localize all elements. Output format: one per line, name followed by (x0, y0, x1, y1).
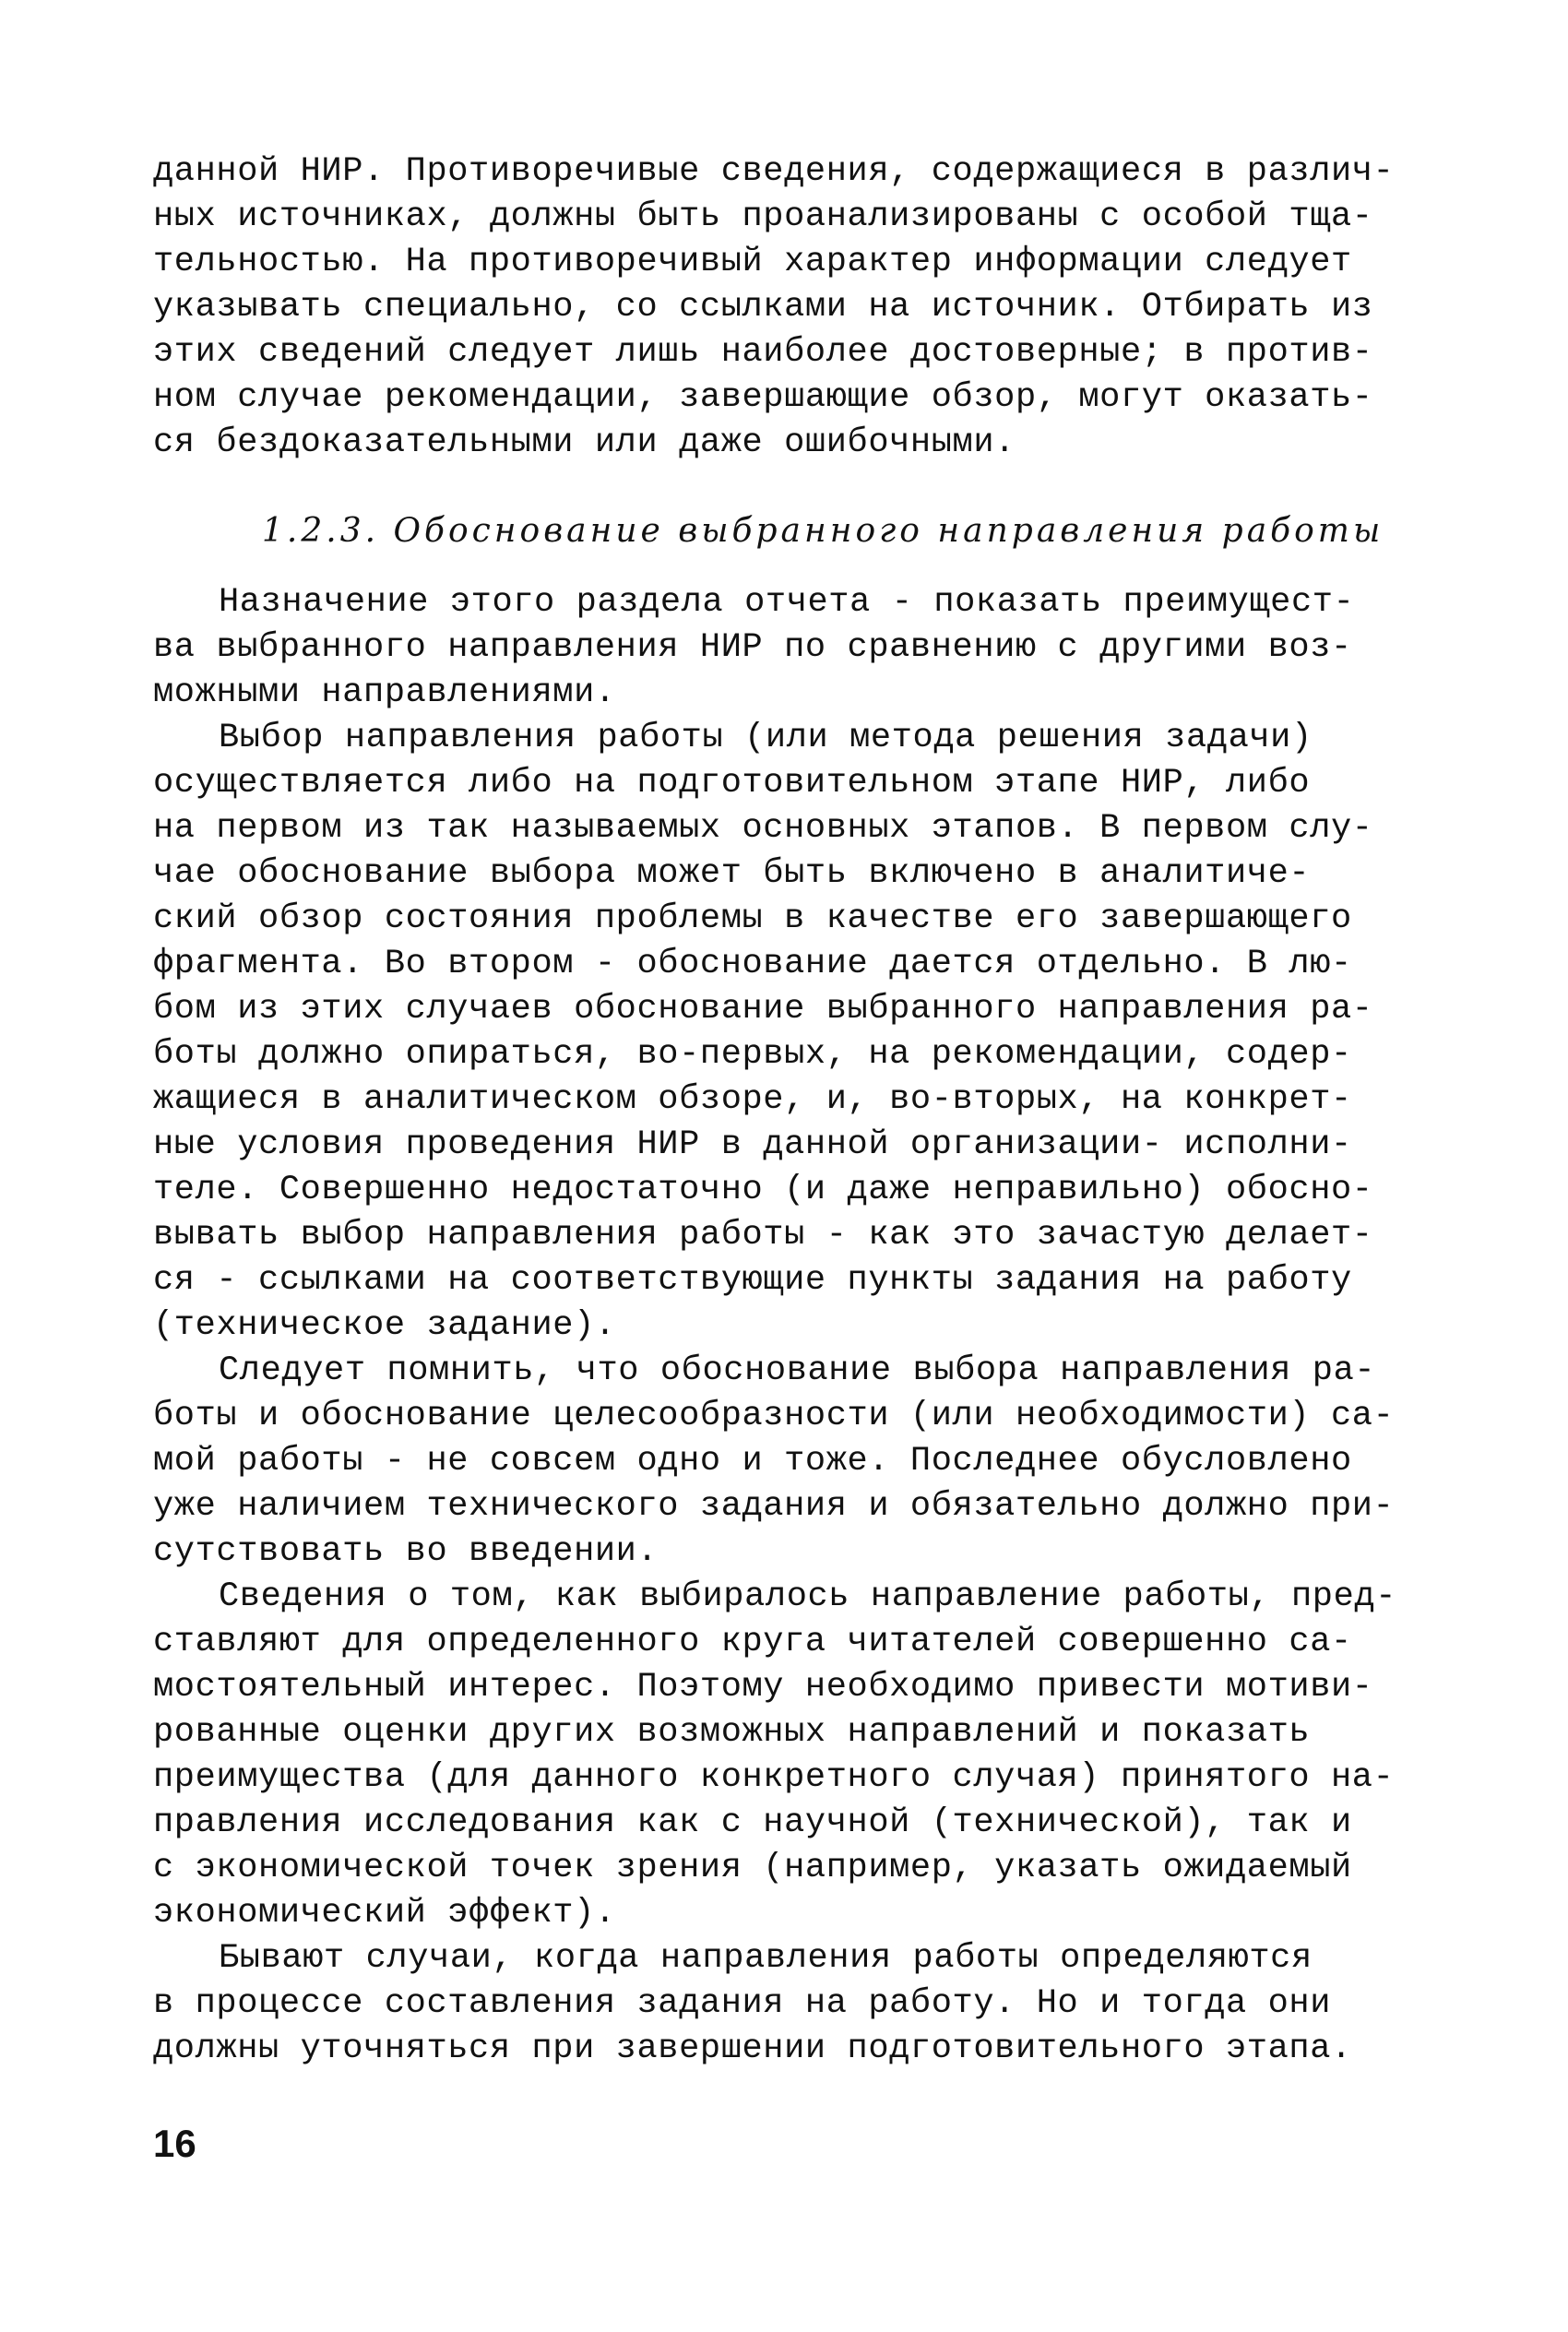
text-line: ном случае рекомендации, завершающие обзор, могут оказать- (153, 378, 1373, 417)
text-line: чае обоснование выбора может быть включено в аналитиче- (153, 854, 1311, 893)
section-heading: 1.2.3. Обоснование выбранного направления работы (262, 512, 1384, 550)
text-line: правления исследования как с научной (технической), так и (153, 1803, 1352, 1842)
text-line: ся бездоказательными или даже ошибочными. (153, 423, 1016, 462)
text-line: теле. Совершенно недостаточно (и даже неправильно) обосно- (153, 1171, 1373, 1209)
paragraph-first-line: Сведения о том, как выбиралось направление работы, пред- (219, 1577, 1397, 1616)
text-line: сутствовать во введении. (153, 1532, 659, 1571)
text-line: ных источниках, должны быть проанализированы с особой тща- (153, 197, 1373, 236)
text-line: фрагмента. Во втором - обоснование дается отдельно. В лю- (153, 945, 1352, 983)
text-line: ные условия проведения НИР в данной организации- исполни- (153, 1125, 1352, 1164)
text-line: мостоятельный интерес. Поэтому необходимо привести мотиви- (153, 1668, 1373, 1707)
text-line: мой работы - не совсем одно и тоже. Последнее обусловлено (153, 1442, 1352, 1481)
paragraph-first-line: Следует помнить, что обоснование выбора направления ра- (219, 1351, 1376, 1390)
text-line: боты и обоснование целесообразности (или необходимости) са- (153, 1397, 1395, 1435)
page-number: 16 (153, 2122, 196, 2165)
text-line: (техническое задание). (153, 1306, 616, 1345)
intro-paragraph (153, 149, 1463, 466)
text-line: уже наличием технического задания и обязательно должно при- (153, 1487, 1395, 1526)
text-line: ва выбранного направления НИР по сравнению с другими воз- (153, 628, 1352, 667)
text-line: экономический эффект). (153, 1894, 616, 1933)
text-line: жащиеся в аналитическом обзоре, и, во-вторых, на конкрет- (153, 1080, 1352, 1119)
text-line: тельностью. На противоречивый характер информации следует (153, 243, 1352, 281)
text-line: данной НИР. Противоречивые сведения, содержащиеся в различ- (153, 152, 1395, 191)
text-line: ский обзор состояния проблемы в качестве его завершающего (153, 899, 1352, 938)
paragraph-first-line: Бывают случаи, когда направления работы определяются (219, 1939, 1313, 1978)
text-line: можными направлениями. (153, 673, 616, 712)
text-line: ставляют для определенного круга читателей совершенно са- (153, 1623, 1352, 1661)
text-line: указывать специально, со ссылками на источник. Отбирать из (153, 288, 1373, 327)
paragraph-first-line: Выбор направления работы (или метода решения задачи) (219, 719, 1313, 757)
text-line: этих сведений следует лишь наиболее достоверные; в против- (153, 333, 1373, 372)
text-line: на первом из так называемых основных этапов. В первом слу- (153, 809, 1373, 848)
text-line: должны уточняться при завершении подготовительного этапа. (153, 2029, 1352, 2068)
text-line: бом из этих случаев обоснование выбранного направления ра- (153, 990, 1373, 1029)
text-line: преимущества (для данного конкретного случая) принятого на- (153, 1758, 1395, 1797)
paragraph-first-line: Назначение этого раздела отчета - показать преимущест- (219, 583, 1355, 622)
text-line: осуществляется либо на подготовительном этапе НИР, либо (153, 764, 1311, 803)
section-body (153, 580, 1463, 2072)
text-line: боты должно опираться, во-первых, на рекомендации, содер- (153, 1035, 1352, 1074)
text-line: в процессе составления задания на работу. Но и тогда они (153, 1984, 1332, 2023)
text-line: с экономической точек зрения (например, указать ожидаемый (153, 1849, 1352, 1887)
text-line: вывать выбор направления работы - как это зачастую делает- (153, 1216, 1373, 1255)
text-line: рованные оценки других возможных направлений и показать (153, 1713, 1311, 1752)
text-line: ся - ссылками на соответствующие пункты задания на работу (153, 1261, 1352, 1300)
